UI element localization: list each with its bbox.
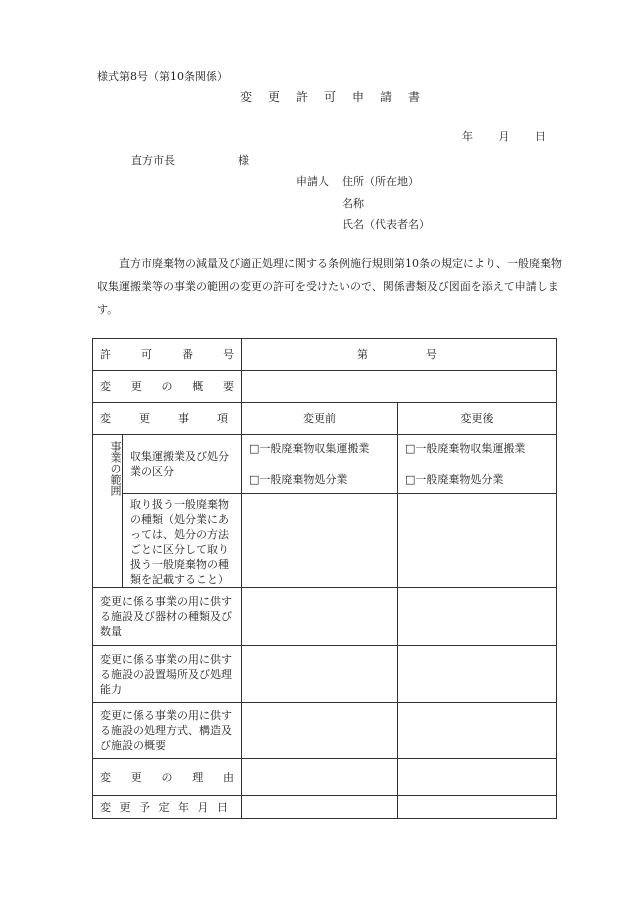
checkbox-disposal-after[interactable]: □一般廃棄物処分業 [405, 473, 504, 486]
label-char: 要 [223, 380, 234, 393]
body-text: 直方市廃棄物の減量及び適正処理に関する条例施行規則第10条の規定により、一般廃棄物収集運搬業等の事業の範囲の変更の許可を受けたいので、関係書類及び図面を添えて申請します。 [97, 257, 562, 316]
category-before[interactable] [242, 435, 398, 494]
waste-type-label: 取り扱う一般廃棄物の種類（処分業にあっては、処分の方法ごとに区分して取り扱う一般廃棄物の種類を記載すること） [123, 494, 242, 588]
method-before[interactable] [242, 703, 398, 759]
label-char: 変 [100, 380, 111, 393]
applicant-label: 申請人 [296, 175, 329, 188]
table-row [93, 588, 557, 646]
label-char: 更 [119, 800, 131, 814]
label-char: 許 [100, 348, 111, 361]
label-char: 事 [178, 412, 189, 425]
checkbox-collection-after[interactable]: □一般廃棄物収集運搬業 [405, 442, 526, 455]
table-row [93, 403, 557, 435]
label-char: 定 [158, 800, 170, 814]
before-header: 変更前 [242, 403, 398, 435]
label-char: 更 [130, 380, 142, 393]
category-label: 収集運搬業及び処分業の区分 [123, 435, 242, 494]
facilities-after[interactable] [398, 588, 557, 646]
label-char: 概 [192, 380, 204, 393]
scheduled-date-after[interactable] [398, 796, 557, 819]
label-char: 変 [100, 800, 111, 814]
checkbox-disposal-before[interactable]: □一般廃棄物処分業 [249, 473, 348, 486]
facilities-before[interactable] [242, 588, 398, 646]
label-char: 日 [217, 800, 228, 814]
table-row [93, 371, 557, 403]
table-row [93, 339, 557, 371]
location-before[interactable] [242, 646, 398, 703]
permit-number-label [93, 339, 242, 371]
name-label: 名称 [342, 197, 364, 210]
waste-type-after[interactable] [398, 494, 557, 588]
label-char: 年 [178, 800, 189, 814]
honorific: 様 [238, 154, 249, 167]
form-number: 様式第8号（第10条関係） [97, 70, 228, 83]
scheduled-date-before[interactable] [242, 796, 398, 819]
label-char: 可 [141, 348, 152, 361]
waste-type-before[interactable] [242, 494, 398, 588]
change-summary-value[interactable] [242, 371, 557, 403]
permit-number-value[interactable] [242, 339, 557, 371]
method-label: 変更に係る事業の用に供する施設の処理方式、構造及び施設の概要 [93, 703, 242, 759]
reason-label [93, 759, 242, 796]
table-row [93, 435, 557, 494]
representative-label: 氏名（代表者名） [342, 218, 430, 231]
label-char: 更 [139, 412, 150, 425]
table-row [93, 796, 557, 819]
checkbox-collection-before[interactable]: □一般廃棄物収集運搬業 [249, 442, 370, 455]
method-after[interactable] [398, 703, 557, 759]
reason-before[interactable] [242, 759, 398, 796]
label-char: 変 [100, 770, 111, 784]
address-label: 住所（所在地） [342, 175, 419, 188]
label-char: の [161, 380, 173, 393]
label-char: 第 [357, 348, 368, 361]
label-char: 更 [130, 770, 142, 784]
label-char: 理 [192, 770, 204, 784]
label-char: 由 [223, 770, 234, 784]
table-row [93, 703, 557, 759]
application-table [92, 338, 557, 819]
after-header: 変更後 [398, 403, 557, 435]
scheduled-date-label [93, 796, 242, 819]
reason-after[interactable] [398, 759, 557, 796]
table-row [93, 759, 557, 796]
table-row [93, 494, 557, 588]
date-line: 年 月 日 [462, 130, 546, 143]
location-after[interactable] [398, 646, 557, 703]
label-char: 月 [197, 800, 209, 814]
label-char: 予 [139, 800, 150, 814]
change-summary-label [93, 371, 242, 403]
label-char: の [161, 770, 173, 784]
scope-label: 事業の範囲 [93, 435, 123, 588]
location-label: 変更に係る事業の用に供する施設の設置場所及び処理能力 [93, 646, 242, 703]
label-char: 号 [223, 348, 234, 361]
category-after[interactable] [398, 435, 557, 494]
table-row [93, 646, 557, 703]
label-char: 項 [217, 412, 228, 425]
document-title: 変 更 許 可 申 請 書 [240, 90, 423, 104]
label-char: 号 [426, 348, 437, 361]
label-char: 変 [100, 412, 111, 425]
addressee: 直方市長 [131, 154, 175, 167]
label-char: 番 [182, 348, 193, 361]
facilities-label: 変更に係る事業の用に供する施設及び器材の種類及び数量 [93, 588, 242, 646]
change-item-label [93, 403, 242, 435]
